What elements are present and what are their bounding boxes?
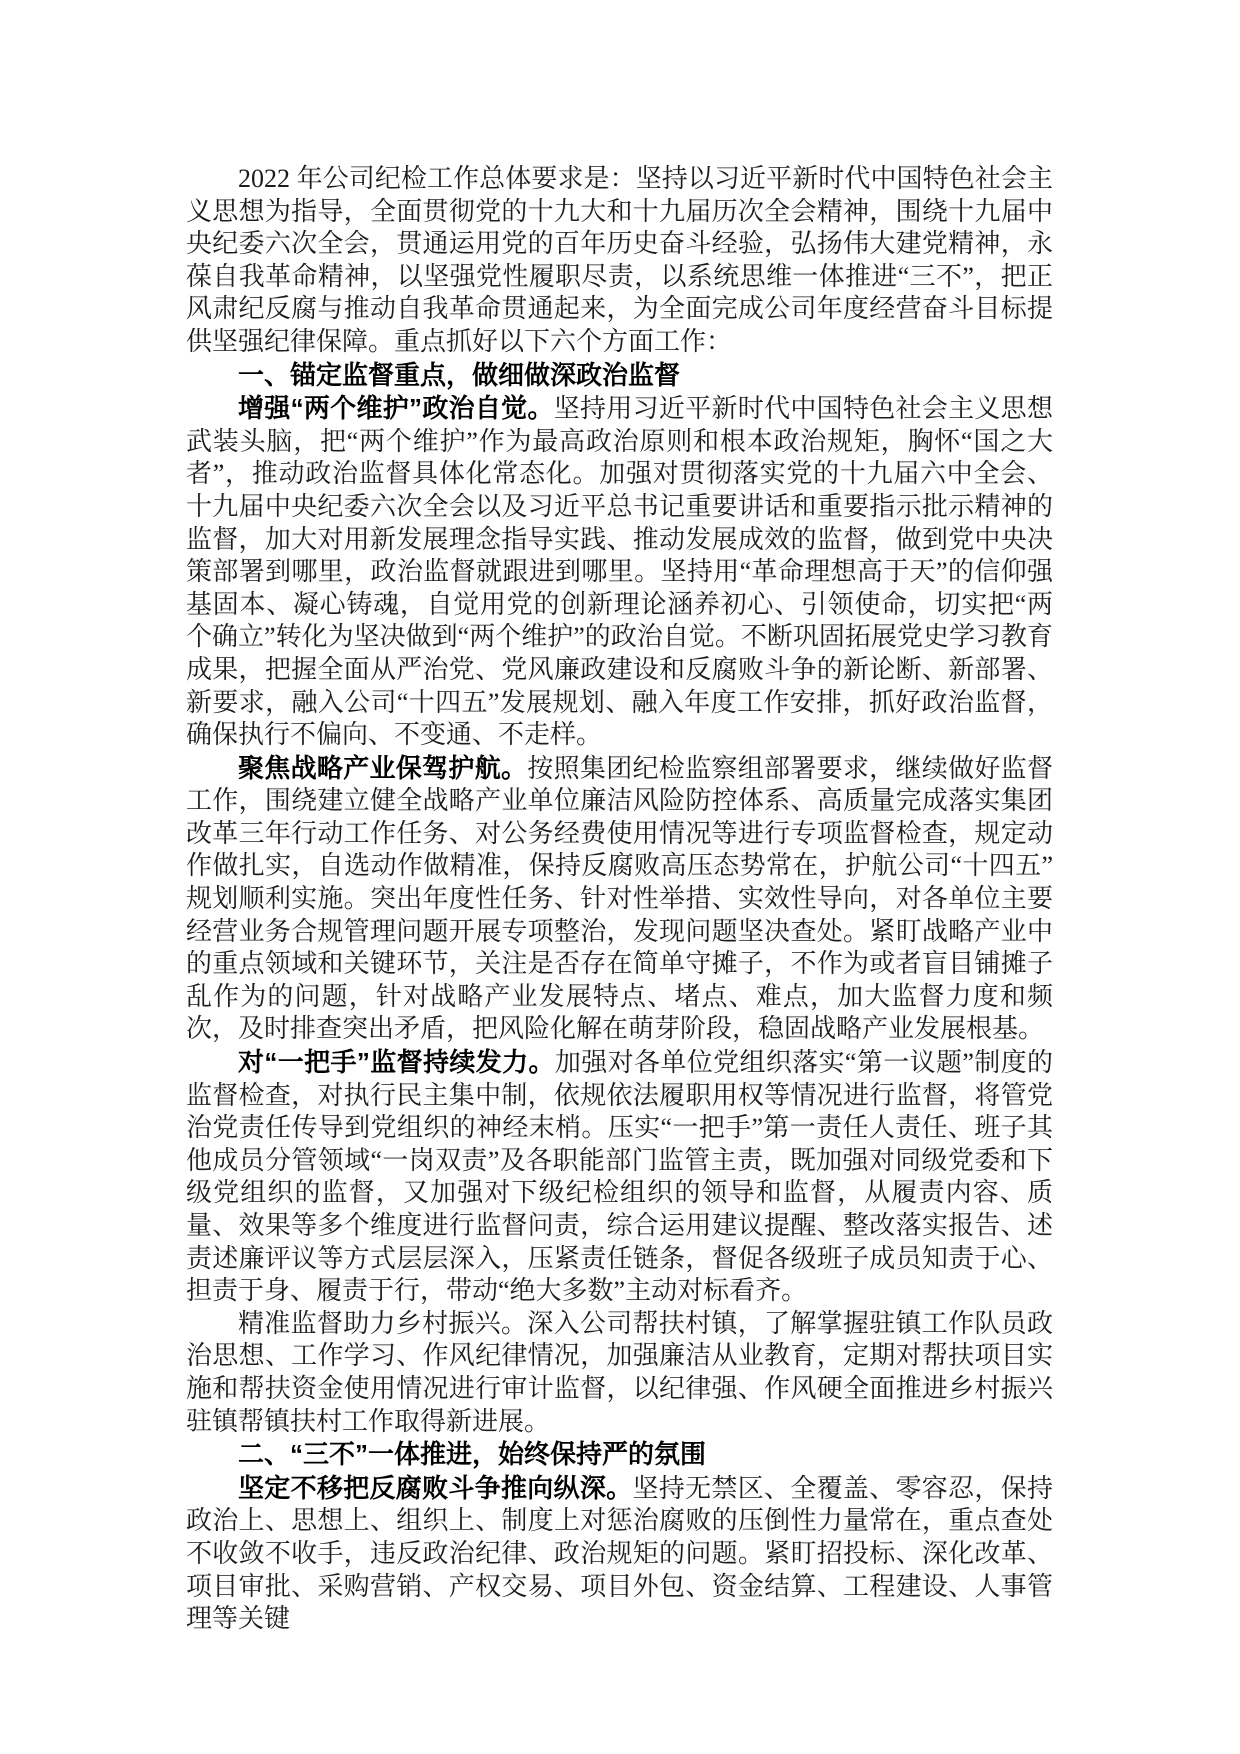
section-heading-1 <box>186 359 1053 393</box>
section-heading-text: 一、锚定监督重点，做细做深政治监督 <box>238 359 681 390</box>
paragraph-lead: 增强“两个维护”政治自觉。 <box>238 393 554 424</box>
section-heading-text: 二、“三不”一体推进，始终保持严的氛围 <box>238 1439 707 1470</box>
paragraph-text: 精准监督助力乡村振兴。深入公司帮扶村镇，了解掌握驻镇工作队员政治思想、工作学习、作风纪律情况，加强廉洁从业教育，定期对帮扶项目实施和帮扶资金使用情况进行审计监督，以纪律强、作风硬全面推进乡村振兴驻镇帮镇扶村工作取得新进展。 <box>186 1308 1053 1436</box>
paragraph-strategic-industry <box>186 752 1053 1046</box>
paragraph-lead: 聚焦战略产业保驾护航。 <box>238 752 528 783</box>
section-heading-2 <box>186 1438 1053 1472</box>
paragraph-two-safeguards <box>186 392 1053 752</box>
paragraph-text: 按照集团纪检监察组部署要求，继续做好监督工作，围绕建立健全战略产业单位廉洁风险防控体系、高质量完成落实集团改革三年行动工作任务、对公务经费使用情况等进行专项监督检查，规定动作做扎实，自选动作做精准，保持反腐败高压态势常在，护航公司“十四五”规划顺利实施。突出年度性任务、针对性举措、实效性导向，对各单位主要经营业务合规管理问题开展专项整治，发现问题坚决查处。紧盯战略产业中的重点领域和关键环节，关注是否存在简单守摊子，不作为或者盲目铺摊子乱作为的问题，针对战略产业发展特点、堵点、难点，加大监督力度和频次，及时排查突出矛盾，把风险化解在萌芽阶段，稳固战略产业发展根基。 <box>186 753 1053 1044</box>
paragraph-lead: 坚定不移把反腐败斗争推向纵深。 <box>238 1472 633 1503</box>
paragraph-anti-corruption <box>186 1472 1053 1636</box>
paragraph-text: 2022 年公司纪检工作总体要求是：坚持以习近平新时代中国特色社会主义思想为指导，全面贯彻党的十九大和十九届历次全会精神，围绕十九届中央纪委六次全会，贯通运用党的百年历史奋斗经验，弘扬伟大建党精神，永葆自我革命精神，以坚强党性履职尽责，以系统思维一体推进“三不”，把正风肃纪反腐与推动自我革命贯通起来，为全面完成公司年度经营奋斗目标提供坚强纪律保障。重点抓好以下六个方面工作： <box>186 164 1053 356</box>
paragraph-rural-revitalization <box>186 1308 1053 1438</box>
paragraph-top-leader-supervision <box>186 1046 1053 1308</box>
paragraph-text: 加强对各单位党组织落实“第一议题”制度的监督检查，对执行民主集中制，依规依法履职用权等情况进行监督，将管党治党责任传导到党组织的神经末梢。压实“一把手”第一责任人责任、班子其他成员分管领域“一岗双责”及各职能部门监管主责，既加强对同级党委和下级党组织的监督，又加强对下级纪检组织的领导和监督，从履责内容、质量、效果等多个维度进行监督问责，综合运用建议提醒、整改落实报告、述责述廉评议等方式层层深入，压紧责任链条，督促各级班子成员知责于心、担责于身、履责于行，带动“绝大多数”主动对标看齐。 <box>186 1048 1053 1306</box>
paragraph-lead: 对“一把手”监督持续发力。 <box>238 1047 555 1078</box>
paragraph-intro <box>186 163 1053 359</box>
paragraph-text: 坚持无禁区、全覆盖、零容忍，保持政治上、思想上、组织上、制度上对惩治腐败的压倒性力量常在，重点查处不收敛不收手，违反政治纪律、政治规矩的问题。紧盯招投标、深化改革、项目审批、采购营销、产权交易、项目外包、资金结算、工程建设、人事管理等关键 <box>186 1473 1053 1634</box>
paragraph-text: 坚持用习近平新时代中国特色社会主义思想武装头脑，把“两个维护”作为最高政治原则和根本政治规矩，胸怀“国之大者”，推动政治监督具体化常态化。加强对贯彻落实党的十九届六中全会、十九届中央纪委六次全会以及习近平总书记重要讲话和重要指示批示精神的监督，加大对用新发展理念指导实践、推动发展成效的监督，做到党中央决策部署到哪里，政治监督就跟进到哪里。坚持用“革命理想高于天”的信仰强基固本、凝心铸魂，自觉用党的创新理论涵养初心、引领使命，切实把“两个确立”转化为坚决做到“两个维护”的政治自觉。不断巩固拓展党史学习教育成果，把握全面从严治党、党风廉政建设和反腐败斗争的新论断、新部署、新要求，融入公司“十四五”发展规划、融入年度工作安排，抓好政治监督，确保执行不偏向、不变通、不走样。 <box>186 394 1053 750</box>
